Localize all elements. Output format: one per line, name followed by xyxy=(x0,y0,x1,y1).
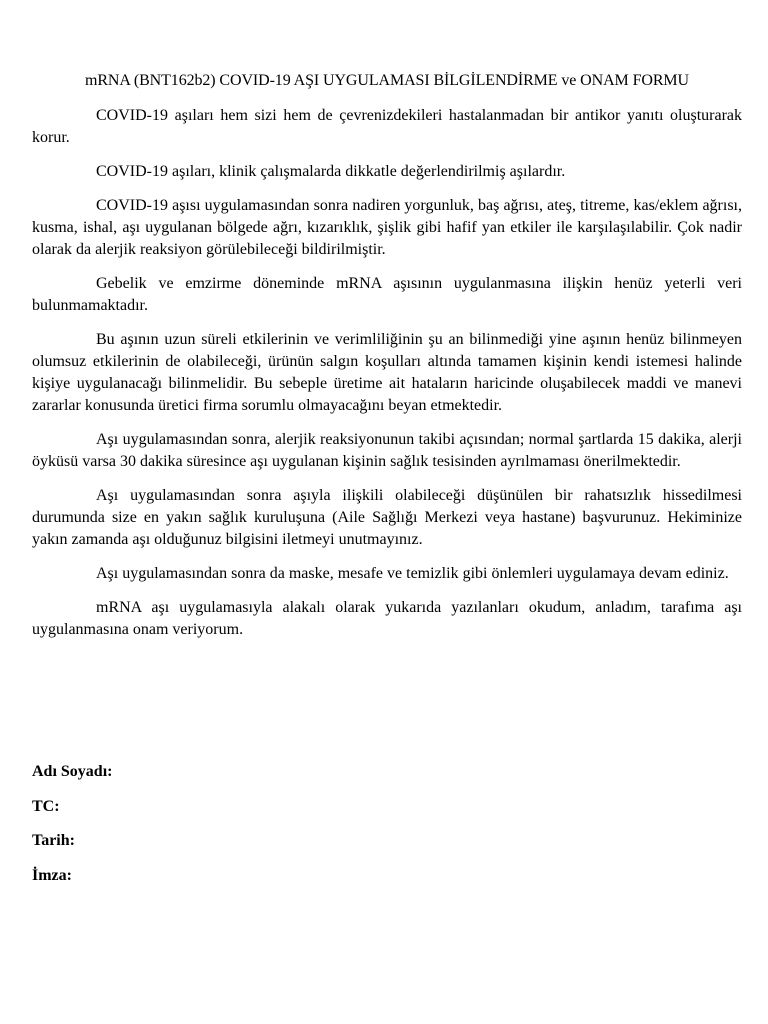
name-field-label: Adı Soyadı: xyxy=(32,763,113,780)
paragraph-adverse-reaction: Aşı uygulamasından sonra aşıyla ilişkili olabileceği düşünülen bir rahatsızlık hissedilmesi durumunda size en yakın sağlık kuruluşuna (Aile Sağlığı Merkezi veya hastane) başvurunuz. Hekiminize yakın zamanda aşı olduğunuz bilgisini iletmeyi unutmayınız. xyxy=(32,487,742,548)
paragraph-consent-statement: mRNA aşı uygulamasıyla alakalı olarak yukarıda yazılanları okudum, anladım, tarafıma aşı uygulanmasına onam veriyorum. xyxy=(32,599,742,638)
tc-field-label: TC: xyxy=(32,798,60,815)
paragraph-observation: Aşı uygulamasından sonra, alerjik reaksiyonunun takibi açısından; normal şartlarda 15 dakika, alerji öyküsü varsa 30 dakika süresince aşı uygulanan kişinin sağlık tesisinden ayrılmaması önerilmektedir. xyxy=(32,431,742,470)
document-title: mRNA (BNT162b2) COVID-19 AŞI UYGULAMASI BİLGİLENDİRME ve ONAM FORMU xyxy=(85,72,689,89)
paragraph-long-term-effects: Bu aşının uzun süreli etkilerinin ve verimliliğinin şu an bilinmediği yine aşının henüz bilinmeyen olumsuz etkilerinin de olabileceği, ürünün salgın koşulları altında tamamen kişinin kendi istemesi halinde kişiye uygulanacağı bilinmelidir. Bu sebeple üretime ait hataların haricinde oluşabilecek maddi ve manevi zararlar konusunda üretici firma sorumlu olmayacağını beyan etmektedir. xyxy=(32,331,742,414)
paragraph-side-effects: COVID-19 aşısı uygulamasından sonra nadiren yorgunluk, baş ağrısı, ateş, titreme, kas/eklem ağrısı, kusma, ishal, aşı uygulanan bölgede ağrı, kızarıklık, şişlik gibi hafif yan etkiler ile karşılaşılabilir. Çok nadir olarak da alerjik reaksiyon görülebileceği bildirilmiştir. xyxy=(32,197,742,258)
signature-field-label: İmza: xyxy=(32,867,72,884)
paragraph-clinical-trials: COVID-19 aşıları, klinik çalışmalarda dikkatle değerlendirilmiş aşılardır. xyxy=(96,163,566,180)
paragraph-antibody: COVID-19 aşıları hem sizi hem de çevrenizdekileri hastalanmadan bir antikor yanıtı oluşturarak korur. xyxy=(32,107,742,146)
date-field-label: Tarih: xyxy=(32,832,75,849)
paragraph-pregnancy: Gebelik ve emzirme döneminde mRNA aşısının uygulanmasına ilişkin henüz yeterli veri bulunmamaktadır. xyxy=(32,275,742,314)
paragraph-precautions: Aşı uygulamasından sonra da maske, mesafe ve temizlik gibi önlemleri uygulamaya devam ediniz. xyxy=(96,565,729,582)
consent-form-body xyxy=(32,70,742,653)
